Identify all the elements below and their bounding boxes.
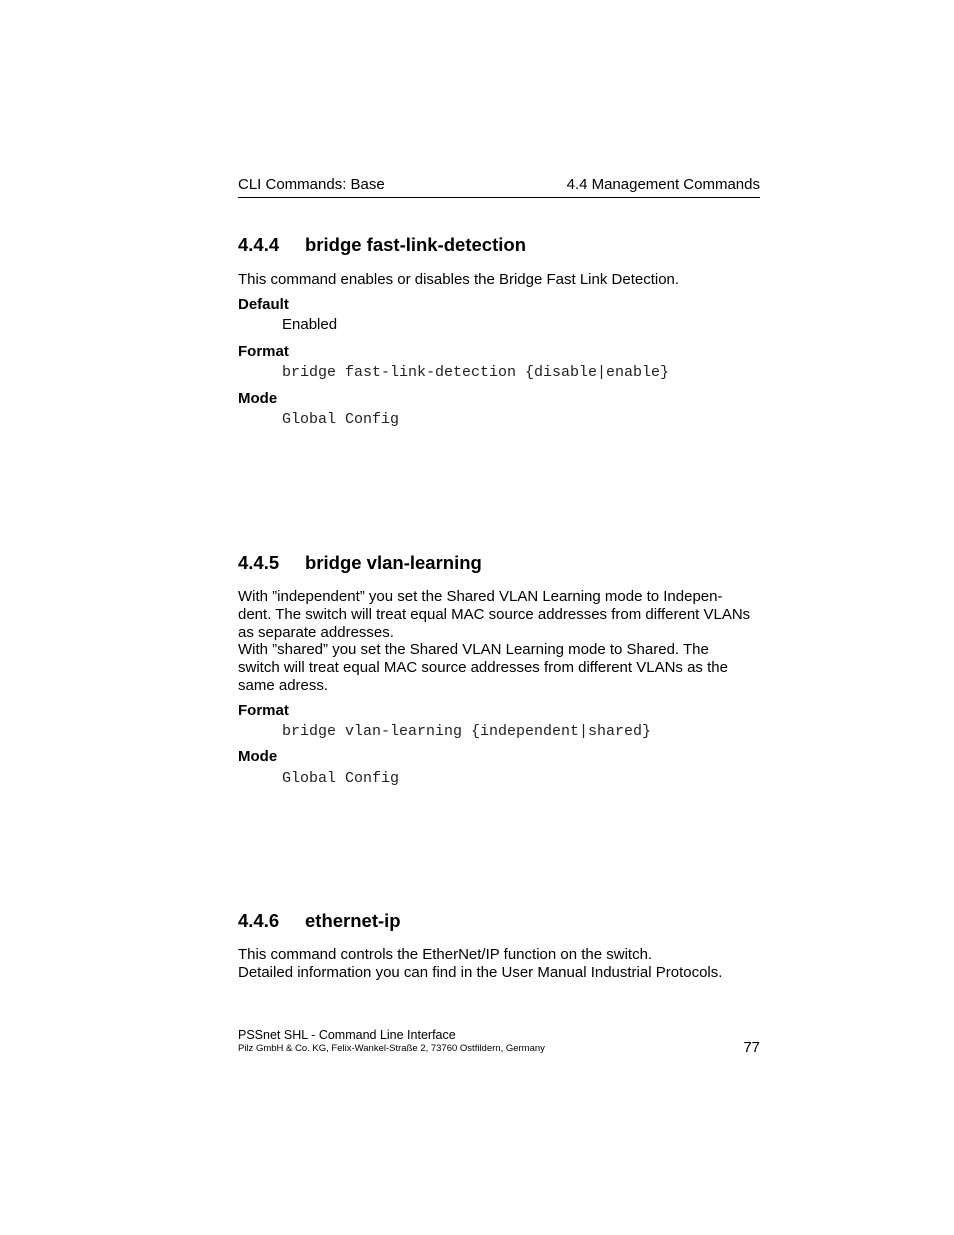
section-number: 4.4.4 <box>238 234 280 255</box>
body-line: switch will treat equal MAC source addresses from different VLANs as the <box>238 659 728 677</box>
section-title: ethernet-ip <box>305 910 401 931</box>
mode-value: Global Config <box>282 770 400 787</box>
body-line: as separate addresses. <box>238 623 394 641</box>
body-line: With ”independent” you set the Shared VLAN Learning mode to Indepen- <box>238 588 723 605</box>
format-value: bridge fast-link-detection {disable|enable} <box>282 364 670 381</box>
footer-address: Pilz GmbH & Co. KG, Felix-Wankel-Straße 2, 73760 Ostfildern, Germany <box>238 1043 545 1054</box>
body-line: dent. The switch will treat equal MAC source addresses from different VLANs <box>238 605 751 623</box>
format-label: Format <box>238 343 289 360</box>
mode-label: Mode <box>238 748 278 765</box>
section-number: 4.4.5 <box>238 552 280 573</box>
running-header-chapter: CLI Commands: Base <box>238 176 385 193</box>
running-header-section: 4.4 Management Commands <box>566 176 760 193</box>
page-number: 77 <box>743 1039 760 1056</box>
section-heading-4-4-6 <box>238 910 401 932</box>
mode-value: Global Config <box>282 411 400 428</box>
section-body <box>238 588 768 695</box>
header-rule <box>238 197 760 198</box>
section-number: 4.4.6 <box>238 910 280 931</box>
mode-label: Mode <box>238 390 278 407</box>
section-body: This command enables or disables the Bridge Fast Link Detection. <box>238 271 680 288</box>
body-line: With ”shared” you set the Shared VLAN Learning mode to Shared. The <box>238 641 709 659</box>
body-line: Detailed information you can find in the User Manual Industrial Protocols. <box>238 963 723 981</box>
default-value: Enabled <box>282 316 338 333</box>
body-line: This command controls the EtherNet/IP function on the switch. <box>238 946 653 963</box>
section-title: bridge vlan-learning <box>305 552 482 573</box>
default-label: Default <box>238 296 289 313</box>
section-body <box>238 946 768 982</box>
format-value: bridge vlan-learning {independent|shared} <box>282 723 652 740</box>
section-heading-4-4-5 <box>238 552 482 574</box>
section-title: bridge fast-link-detection <box>305 234 526 255</box>
footer-title: PSSnet SHL - Command Line Interface <box>238 1028 456 1042</box>
section-heading-4-4-4 <box>238 234 526 256</box>
format-label: Format <box>238 702 289 719</box>
body-line: same adress. <box>238 676 329 694</box>
